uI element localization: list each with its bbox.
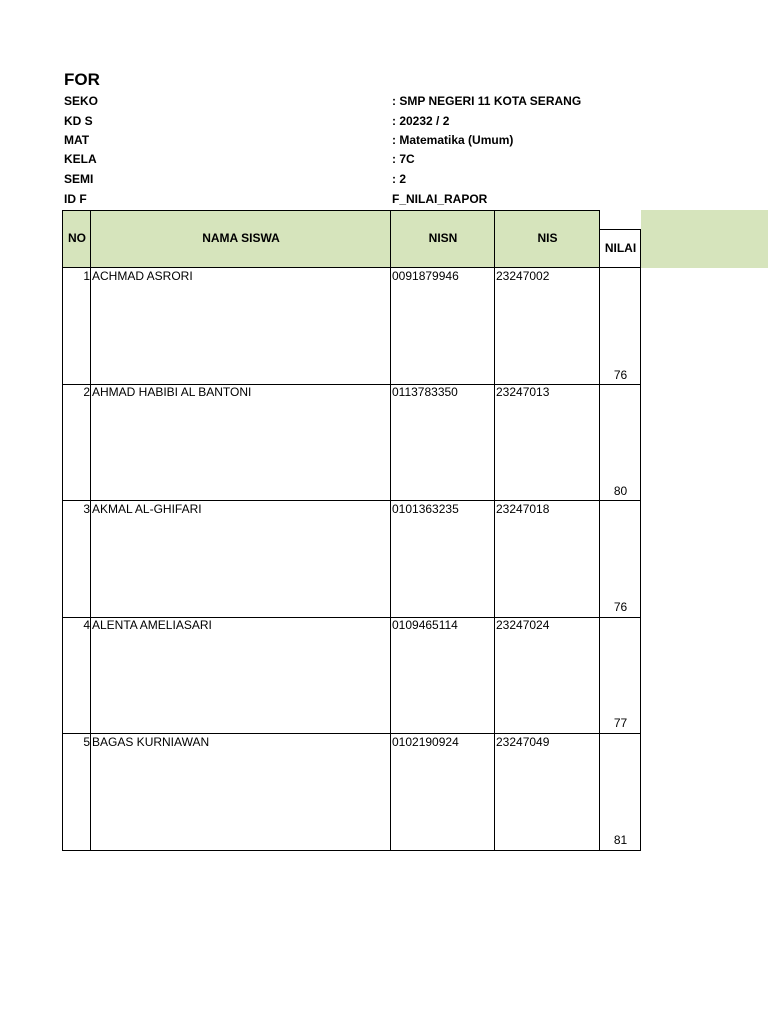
cell-nisn: 0109465114 (392, 618, 458, 632)
grid-line (640, 229, 641, 851)
grid-line (62, 850, 641, 851)
table-header-fill-extension (641, 210, 768, 268)
field-label-kelas: KELA (64, 152, 97, 166)
cell-nisn: 0113783350 (392, 385, 458, 399)
field-label-sekolah: SEKO (64, 94, 99, 108)
cell-nilai: 76 (613, 600, 628, 614)
cell-nilai: 80 (613, 484, 628, 498)
cell-nilai: 76 (613, 368, 628, 382)
cell-nis: 23247002 (496, 269, 550, 283)
grid-line (90, 210, 91, 851)
grid-line (600, 229, 641, 230)
field-label-id: ID F (64, 192, 87, 206)
header-nama-siswa: NAMA SISWA (202, 231, 280, 245)
cell-nama: BAGAS KURNIAWAN (92, 735, 210, 749)
header-nilai: NILAI (604, 241, 637, 255)
field-label-semester: SEMI (64, 172, 94, 186)
grid-line (62, 267, 641, 268)
field-value-semester: : 2 (392, 172, 407, 186)
form-title: FOR (64, 70, 100, 89)
grid-line (62, 617, 641, 618)
cell-no: 4 (83, 618, 90, 632)
cell-nilai: 81 (613, 833, 628, 847)
cell-nis: 23247049 (496, 735, 550, 749)
field-value-id: F_NILAI_RAPOR (392, 192, 488, 206)
cell-nisn: 0102190924 (392, 735, 459, 749)
grid-line (62, 210, 63, 851)
cell-nilai: 77 (613, 716, 628, 730)
grid-line (62, 384, 641, 385)
header-nis: NIS (537, 231, 558, 245)
field-label-mapel: MAT (64, 133, 90, 147)
grid-line (62, 500, 641, 501)
cell-nama: AKMAL AL-GHIFARI (92, 502, 202, 516)
grid-line (494, 210, 495, 851)
field-value-kelas: : 7C (392, 152, 415, 166)
cell-nama: ALENTA AMELIASARI (92, 618, 212, 632)
field-value-sekolah: : SMP NEGERI 11 KOTA SERANG (392, 94, 582, 108)
cell-nisn: 0101363235 (392, 502, 459, 516)
cell-nama: ACHMAD ASRORI (92, 269, 193, 283)
grid-line (390, 210, 391, 851)
grid-line (62, 733, 641, 734)
field-label-kd: KD S (64, 114, 93, 128)
cell-nis: 23247018 (496, 502, 550, 516)
cell-nisn: 0091879946 (392, 269, 459, 283)
grid-line (599, 210, 600, 851)
cell-nis: 23247013 (496, 385, 550, 399)
cell-no: 2 (83, 385, 90, 399)
field-value-kd: : 20232 / 2 (392, 114, 450, 128)
cell-no: 1 (83, 269, 90, 283)
grid-line (62, 210, 600, 211)
cell-no: 5 (83, 735, 90, 749)
cell-nis: 23247024 (496, 618, 550, 632)
cell-nama: AHMAD HABIBI AL BANTONI (92, 385, 252, 399)
field-value-mapel: : Matematika (Umum) (392, 133, 514, 147)
header-nisn: NISN (428, 231, 458, 245)
header-no: NO (68, 231, 86, 245)
cell-no: 3 (83, 502, 90, 516)
